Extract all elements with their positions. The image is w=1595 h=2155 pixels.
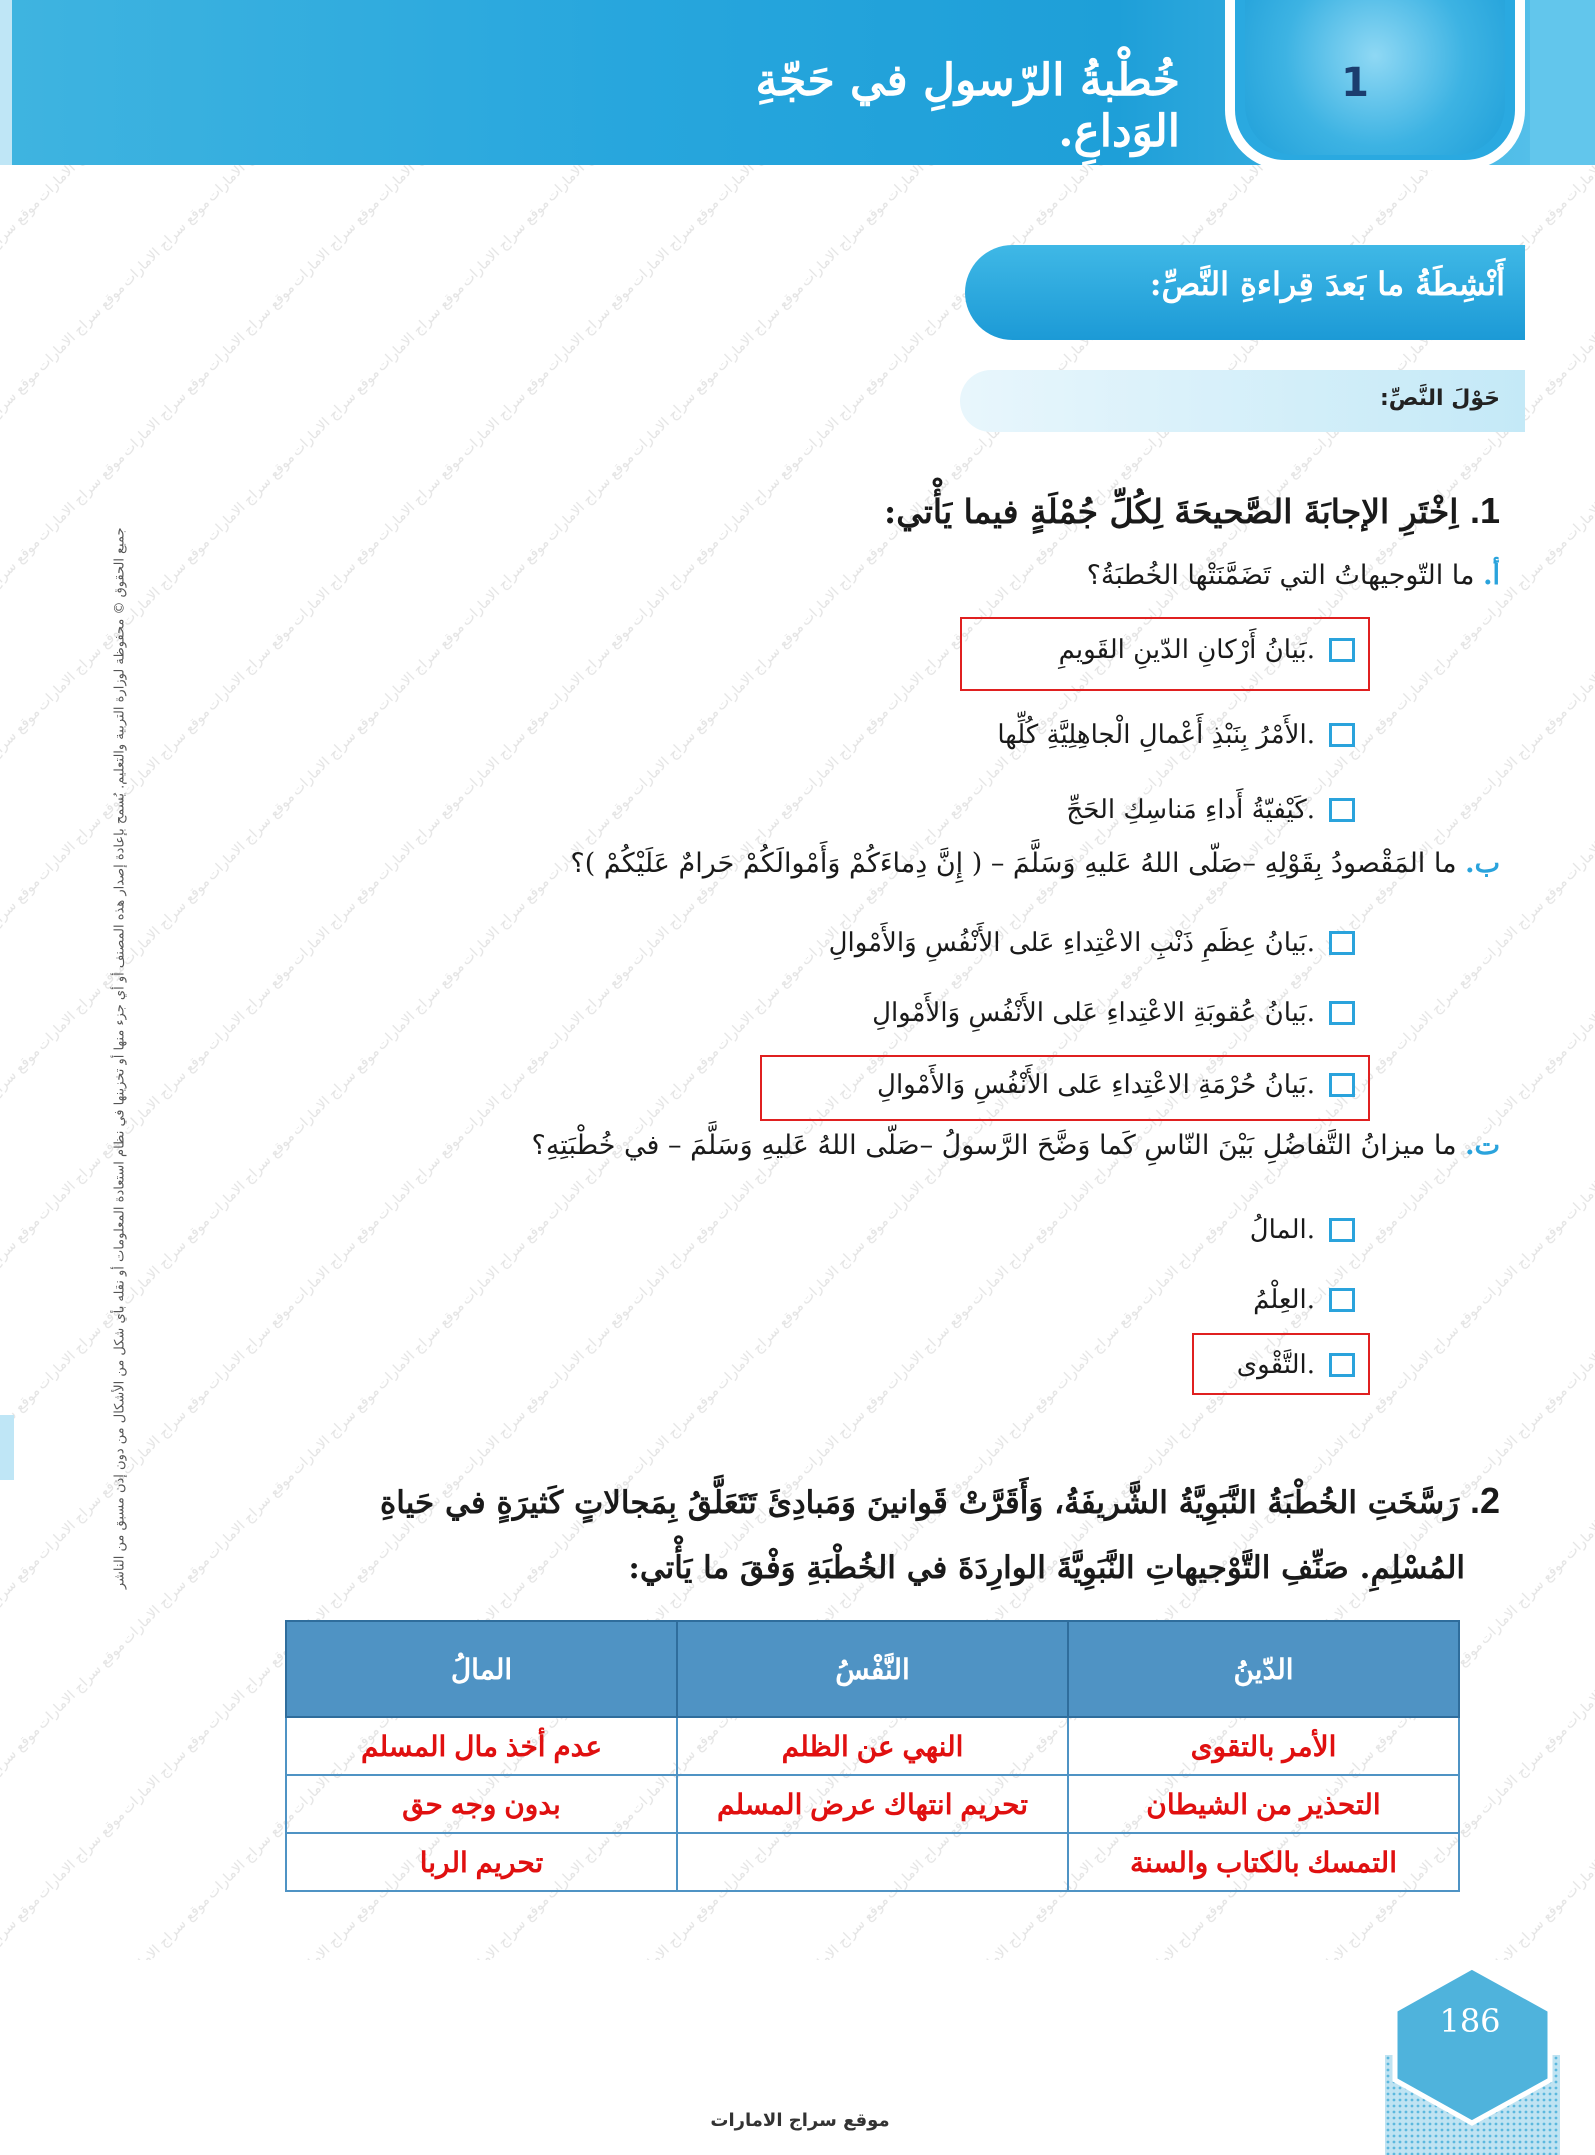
answer-highlight-1b: [760, 1055, 1370, 1121]
checkbox[interactable]: [1329, 1288, 1355, 1312]
classification-table: [285, 1620, 1460, 1892]
option-text: كَيْفيّةُ أَداءِ مَناسِكِ الحَجِّ.: [1066, 795, 1315, 825]
header-left-strip: [0, 0, 12, 165]
option-text: العِلْمُ.: [1253, 1285, 1315, 1315]
table-header-self: النَّفْسُ: [677, 1621, 1068, 1717]
question-1a-text: ما التّوجيهاتُ التي تَضَمَّنَتْها الخُطبَةُ؟: [1086, 560, 1475, 591]
header-right-strip: [1530, 0, 1595, 165]
option-text: بَيانُ حُرْمَةِ الاعْتِداءِ عَلى الأَنْفُسِ وَالأَمْوالِ.: [877, 1070, 1315, 1100]
table-header-wealth: المالُ: [286, 1621, 677, 1717]
option-1a-3[interactable]: [700, 785, 1355, 835]
question-1a-letter: أ.: [1483, 560, 1500, 591]
left-edge-tab: [0, 1415, 14, 1480]
option-1b-2[interactable]: [600, 988, 1355, 1038]
table-header-row: [286, 1621, 1459, 1717]
option-text: بَيانُ عُقوبَةِ الاعْتِداءِ عَلى الأَنْفُسِ وَالأَمْوالِ.: [872, 998, 1315, 1028]
lesson-number: 1: [1341, 60, 1369, 106]
page-number: 186: [1439, 2002, 1501, 2040]
question-1-text: اِخْتَرِ الإجابَةَ الصَّحيحَةَ لِكُلِّ جُمْلَةٍ فيما يَأْتي:: [884, 492, 1459, 531]
answer-highlight-1a: [960, 617, 1370, 691]
question-1c: [300, 1130, 1500, 1161]
table-cell: التمسك بالكتاب والسنة: [1068, 1833, 1459, 1891]
option-text: بَيانُ أَرْكانِ الدّينِ القَويمِ.: [1058, 635, 1315, 665]
table-row: [286, 1775, 1459, 1833]
table-cell: [677, 1833, 1068, 1891]
footer-site-name: موقع سراج الامارات: [710, 2110, 890, 2131]
table-header-religion: الدّينُ: [1068, 1621, 1459, 1717]
question-1: [600, 490, 1500, 532]
question-2: [300, 1480, 1500, 1522]
table-row: [286, 1833, 1459, 1891]
table-cell: الأمر بالتقوى: [1068, 1717, 1459, 1775]
table-cell: تحريم انتهاك عرض المسلم: [677, 1775, 1068, 1833]
section-title: أَنْشِطَةُ ما بَعدَ قِراءةِ النَّصِّ:: [1149, 265, 1505, 303]
option-text: المالُ.: [1249, 1215, 1315, 1245]
question-1a: [700, 560, 1500, 591]
option-1c-1[interactable]: [700, 1205, 1355, 1255]
subsection-title: حَوْلَ النَّصِّ:: [1380, 386, 1500, 411]
checkbox[interactable]: [1329, 723, 1355, 747]
checkbox[interactable]: [1329, 1218, 1355, 1242]
option-1b-1[interactable]: [600, 918, 1355, 968]
question-1c-text: ما ميزانُ التَّفاضُلِ بَيْنَ النّاسِ كَما وَضَّحَ الرَّسولُ –صَلّى اللهُ عَليهِ وَسَلَّمَ – في خُطْبَتِهِ؟: [531, 1130, 1457, 1161]
question-1b-text: ما المَقْصودُ بِقَوْلِهِ –صَلّى اللهُ عَليهِ وَسَلَّمَ – ( إِنَّ دِماءَكُمْ وَأَمْوالَكُمْ حَرامٌ عَلَيْكُمْ )؟: [570, 848, 1457, 879]
table-cell: تحريم الربا: [286, 1833, 677, 1891]
option-text: التَّقْوى.: [1236, 1350, 1315, 1380]
copyright-side-text: جميع الحقوق © محفوظة لوزارة التربية والتعليم. يُسمح بإعادة إصدار هذه المصنف أو أي جزء منها أو تخزينها في نظام استعادة المعلومات أو نقله بأي شكل من الأشكال من دون إذن مسبق من الناشر: [112, 527, 128, 1590]
lesson-title: خُطْبةُ الرّسولِ في حَجّةِ الوَداعِ.: [755, 55, 1180, 157]
checkbox[interactable]: [1329, 798, 1355, 822]
option-1c-2[interactable]: [700, 1275, 1355, 1325]
option-text: بَيانُ عِظَمِ ذَنْبِ الاعْتِداءِ عَلى الأَنْفُسِ وَالأَمْوالِ.: [828, 928, 1315, 958]
checkbox[interactable]: [1329, 931, 1355, 955]
question-2-line-1: رَسَّخَتِ الخُطْبَةُ النَّبَوِيَّةُ الشَّريفَةُ، وَأَقَرَّتْ قَوانينَ وَمَبادِئَ تَتَعَلَّقُ بِمَجالاتٍ كَثيرَةٍ في حَياةِ: [380, 1485, 1460, 1521]
question-1b-letter: ب.: [1465, 848, 1500, 879]
checkbox[interactable]: [1329, 1001, 1355, 1025]
option-1a-2[interactable]: [700, 710, 1355, 760]
question-1c-letter: ت.: [1465, 1130, 1500, 1161]
question-2-number: 2.: [1469, 1480, 1500, 1521]
question-1b: [300, 848, 1500, 879]
table-row: [286, 1717, 1459, 1775]
option-text: الأَمْرُ بِنَبْذِ أَعْمالِ الْجاهِلِيَّةِ كُلِّها.: [997, 720, 1315, 750]
table-cell: عدم أخذ مال المسلم: [286, 1717, 677, 1775]
page-number-badge: [1385, 1965, 1560, 2155]
answer-highlight-1c: [1192, 1333, 1370, 1395]
table-cell: التحذير من الشيطان: [1068, 1775, 1459, 1833]
question-2-line-2: المُسْلِمِ. صَنِّفِ التَّوْجيهاتِ النَّبَوِيَّةَ الوارِدَةَ في الخُطْبَةِ وَفْقَ ما يَأْتي:: [628, 1550, 1465, 1586]
question-1-number: 1.: [1469, 490, 1500, 531]
table-cell: بدون وجه حق: [286, 1775, 677, 1833]
table-cell: النهي عن الظلم: [677, 1717, 1068, 1775]
